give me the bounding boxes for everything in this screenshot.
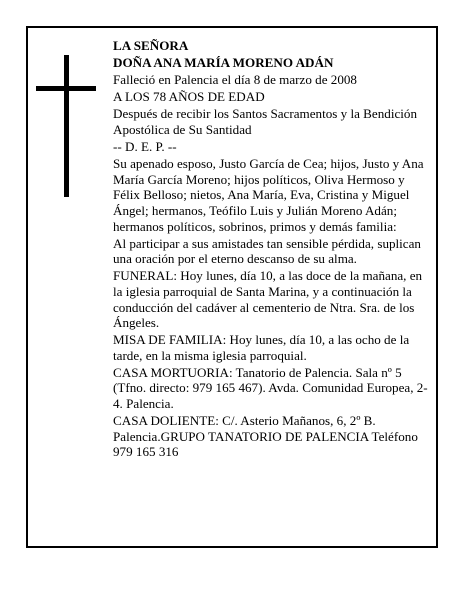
sacraments-paragraph: Después de recibir los Santos Sacramentos y la Bendición Apostólica de Su Santidad bbox=[113, 106, 417, 137]
request-paragraph: Al participar a sus amistades tan sensible pérdida, suplican una oración por el eterno descanso de su alma. bbox=[113, 235, 421, 267]
home-paragraph: CASA DOLIENTE: C/. Asterio Mañanos, 6, 2º B. Palencia.GRUPO TANATORIO DE PALENCIA Teléfono 979 165 316 bbox=[113, 413, 418, 460]
death-line: Falleció en Palencia el día 8 de marzo de 2008 bbox=[113, 72, 357, 88]
cross-icon bbox=[36, 55, 96, 197]
mortuary-paragraph: CASA MORTUORIA: Tanatorio de Palencia. Sala nº 5 (Tfno. directo: 979 165 467). Avda. Comunidad Europea, 2-4. Palencia. bbox=[113, 364, 428, 412]
deceased-name: DOÑA ANA MARÍA MORENO ADÁN bbox=[113, 55, 334, 71]
obituary-text bbox=[113, 38, 429, 461]
cross-vertical-bar bbox=[64, 55, 69, 197]
mass-paragraph: MISA DE FAMILIA: Hoy lunes, día 10, a las ocho de la tarde, en la misma iglesia parroquial. bbox=[113, 332, 410, 363]
title-line: LA SEÑORA bbox=[113, 38, 189, 53]
age-line: A LOS 78 AÑOS DE EDAD bbox=[113, 89, 265, 105]
family-paragraph: Su apenado esposo, Justo García de Cea; hijos, Justo y Ana María García Moreno; hijos políticos, Oliva Hermoso y Félix Belloso; nietos, Ana María, Eva, Cristina y Miguel Ángel; hermanos, Teófilo Luis y Julián Moreno Adán; hermanos políticos, sobrinos, primos y demás familia: bbox=[113, 156, 424, 234]
cross-horizontal-bar bbox=[36, 86, 96, 91]
dep-line: -- D. E. P. -- bbox=[113, 139, 177, 155]
funeral-paragraph: FUNERAL: Hoy lunes, día 10, a las doce de la mañana, en la iglesia parroquial de Santa Marina, y a continuación la conducción del cadáver al cementerio de Ntra. Sra. de los Ángeles. bbox=[113, 268, 423, 331]
